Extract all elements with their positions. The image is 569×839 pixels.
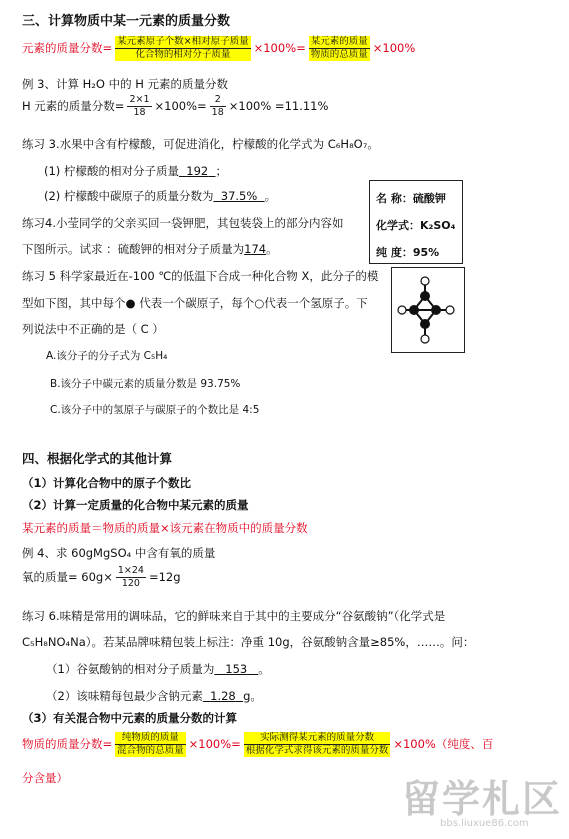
site-watermark-url: bbs.liuxue86.com — [440, 818, 529, 829]
formula-fraction-2: $\frac{\text{某元素的质量}}{\text{物质的总质量}}$ — [310, 36, 368, 60]
ex3-q1-answer: 192 — [186, 164, 209, 178]
ex6-q2-answer: 1.28 — [210, 689, 236, 703]
label-purity: 纯 度：95% — [376, 246, 440, 259]
ex4-line1: 练习4.小莹同学的父亲买回一袋钾肥，其包装袋上的部分内容如 — [22, 216, 344, 230]
example4-title: 例 4、求 60gMgSO₄ 中含有氧的质量 — [22, 546, 216, 560]
ex6-line1: 练习 6.味精是常用的调味品，它的鲜味来自于其中的主要成分“谷氨酸钠”（化学式是 — [22, 609, 446, 623]
purity-formula: 物质的质量分数= $\frac{\text{纯物质的质量}}{\text{混合物的总质量}}$ ×100%= $\frac{\text{实际测得某元素的质量分数}}{\text{根据化学式求得该元素的质量分数}}$ ×100%（纯度、百 — [22, 732, 494, 756]
ex3-q2: (2) 柠檬酸中碳原子的质量分数为 37.5% 。 — [44, 189, 277, 203]
mass-fraction-formula: 元素的质量分数= $\frac{\text{某元素原子个数×相对原子质量}}{\text{化合物的相对分子质量}}$ ×100%= $\frac{\text{某元素的质量}}{\text{物质的总质量}}$ ×100% — [22, 36, 416, 60]
ex5-option-c: C.该分子中的氢原子与碳原子的个数比是 4:5 — [50, 404, 260, 416]
ex6-line2: C₅H₈NO₄Na）。若某品牌味精包装上标注：净重 10g，谷氨酸钠含量≥85%，……。问： — [22, 635, 475, 649]
ex5-line3: 列说法中不正确的是（ C ） — [22, 322, 164, 336]
ex5-line1: 练习 5 科学家最近在-100 ℃的低温下合成一种化合物 X，此分子的模 — [22, 269, 379, 283]
section4-sub2: （2）计算一定质量的化合物中某元素的质量 — [22, 498, 249, 512]
oxygen-mass-calc: 氧的质量= 60g× $\frac{1\times 24}{120}$ =12g — [22, 565, 181, 589]
label-formula: 化学式：K₂SO₄ — [376, 219, 456, 232]
ex5-option-b: B.该分子中碳元素的质量分数是 93.75% — [50, 378, 241, 390]
purity-fraction-2: $\frac{\text{实际测得某元素的质量分数}}{\text{根据化学式求得该元素的质量分数}}$ — [245, 732, 389, 756]
carbon-atom — [420, 291, 430, 301]
section4-title: 四、根据化学式的其他计算 — [22, 451, 173, 466]
hydrogen-atom — [421, 335, 429, 343]
section4-sub1: （1）计算化合物中的原子个数比 — [22, 476, 191, 490]
site-watermark-logo: 留学札区 — [401, 777, 562, 821]
carbon-atom — [420, 319, 430, 329]
ex5-option-a: A.该分子的分子式为 C₅H₄ — [46, 350, 168, 362]
ex6-q1-answer: 153 — [225, 662, 248, 676]
ex3-q1: (1) 柠檬酸的相对分子质量 192 ； — [44, 164, 228, 178]
formula-fraction-1: $\frac{\text{某元素原子个数×相对原子质量}}{\text{化合物的相对分子质量}}$ — [117, 36, 249, 60]
hydrogen-atom — [398, 306, 406, 314]
section4-sub3: （3）有关混合物中元素的质量分数的计算 — [22, 711, 237, 725]
section3-title: 三、计算物质中某一元素的质量分数 — [22, 14, 231, 29]
molecule-model-image — [391, 267, 465, 353]
ex3-line: 练习 3.水果中含有柠檬酸，可促进消化，柠檬酸的化学式为 C₆H₈O₇。 — [22, 137, 379, 151]
hydrogen-atom — [421, 277, 429, 285]
example3-calc: H 元素的质量分数= $\frac{2\times 1}{18}$ ×100%= $\frac{2}{18}$ ×100% =11.11% — [22, 94, 329, 118]
ex6-q2: （2）该味精每包最少含钠元素 1.28 g。 — [46, 689, 262, 703]
carbon-atom — [409, 305, 419, 315]
section4-rule: 某元素的质量＝物质的质量×该元素在物质中的质量分数 — [22, 521, 308, 535]
ex5-line2: 型如下图，其中每个● 代表一个碳原子，每个○代表一个氢原子。下 — [22, 296, 368, 310]
carbon-atom — [431, 305, 441, 315]
formula-label: 元素的质量分数= — [22, 41, 113, 56]
label-name: 名 称：硫酸钾 — [376, 192, 446, 205]
ex4-line2: 下图所示。试求 ：硫酸钾的相对分子质量为174。 — [22, 242, 278, 256]
example3-title: 例 3、计算 H₂O 中的 H 元素的质量分数 — [22, 77, 229, 91]
fertilizer-label-box — [369, 180, 463, 264]
hydrogen-atom — [446, 306, 454, 314]
molecule-diagram — [392, 268, 464, 352]
ex3-q2-answer: 37.5% — [220, 189, 258, 203]
purity-fraction-1: $\frac{\text{纯物质的质量}}{\text{混合物的总质量}}$ — [117, 732, 184, 756]
ex4-answer: 174 — [244, 242, 267, 256]
ex6-q1: （1）谷氨酸钠的相对分子质量为 153 。 — [46, 662, 270, 676]
purity-formula-tail: 分含量） — [22, 771, 68, 785]
